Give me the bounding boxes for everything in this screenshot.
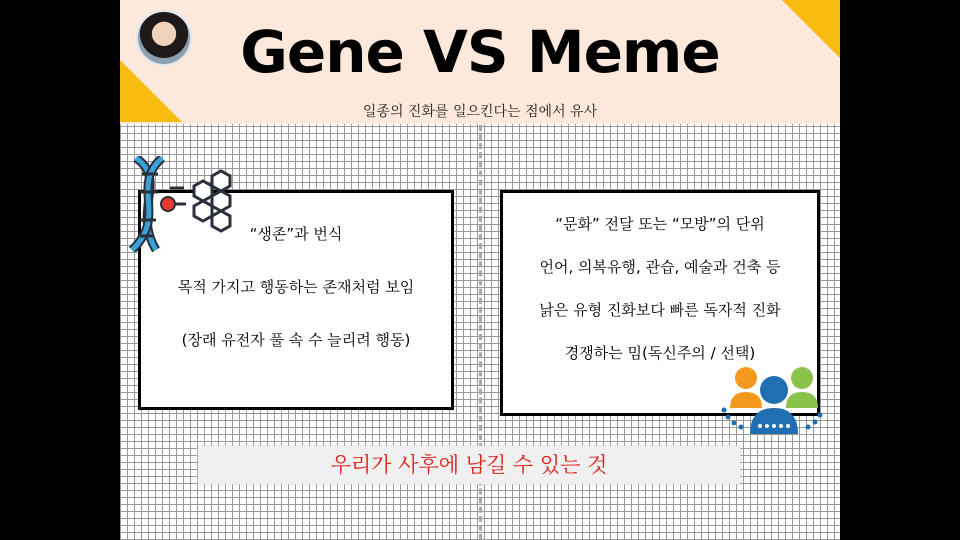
slide-title: Gene VS Meme [240,18,720,86]
gene-line-3: (장래 유전자 풀 속 수 늘리려 행동) [181,331,411,349]
gene-line-2: 목적 가지고 행동하는 존재처럼 보임 [177,278,415,296]
meme-line-2: 언어, 의복유행, 관습, 예술과 건축 등 [539,258,781,276]
conclusion-text: 우리가 사후에 남길 수 있는 것 [330,453,608,477]
slide [120,0,840,540]
conclusion-banner [198,446,740,484]
dna-icon [128,156,238,252]
meme-line-1: “문화” 전달 또는 “모방”의 단위 [555,215,765,233]
gene-line-1: “생존”과 번식 [249,225,343,243]
meme-line-4: 경쟁하는 밈(독신주의 / 선택) [564,344,756,362]
meme-line-3: 낡은 유형 진화보다 빠른 독자적 진화 [539,301,781,319]
slide-subtitle: 일종의 진화를 일으킨다는 점에서 유사 [362,104,598,120]
people-network-icon [720,364,824,440]
